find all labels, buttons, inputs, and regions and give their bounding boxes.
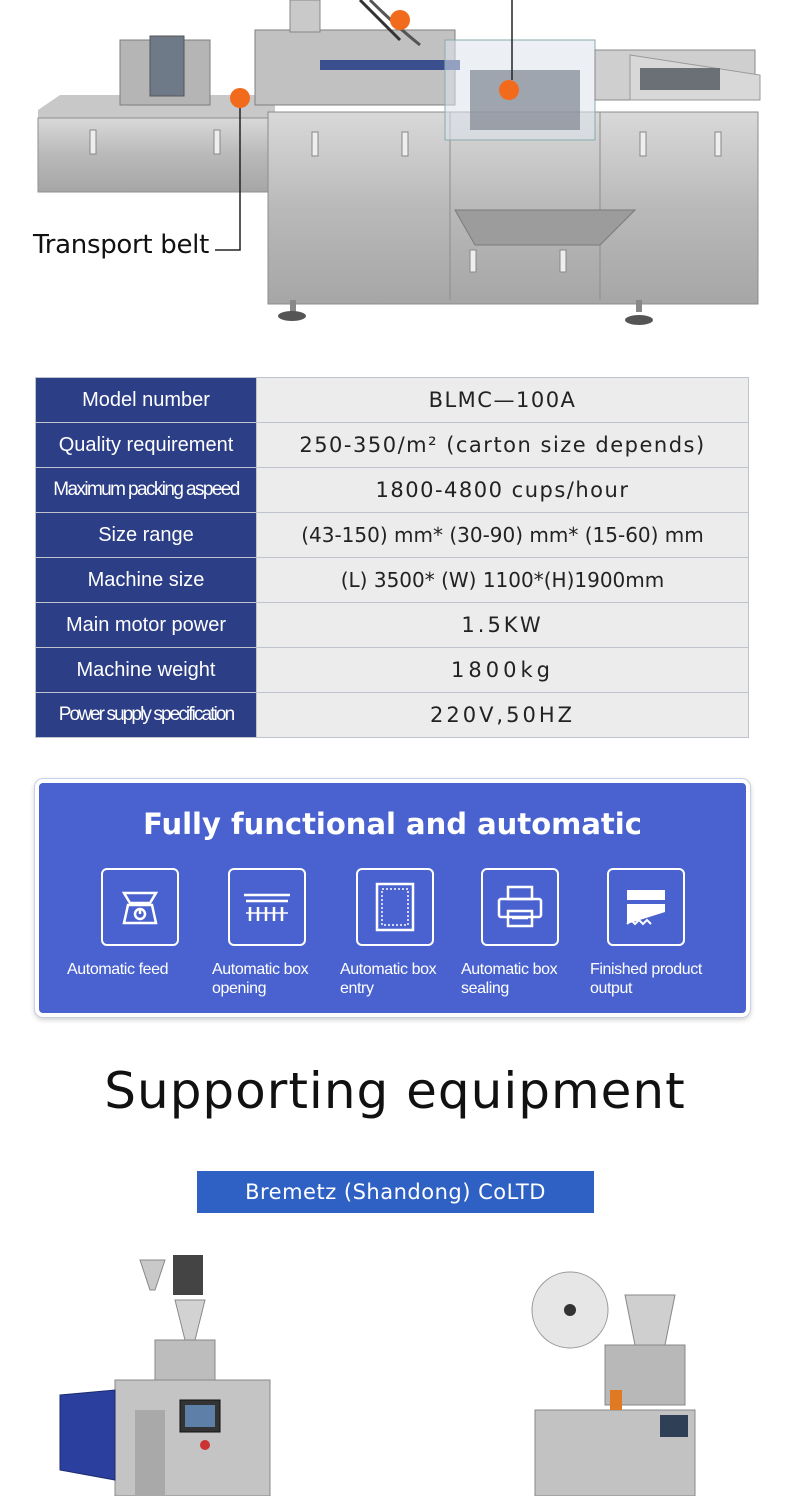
table-row <box>36 693 749 738</box>
spec-value: 1800-4800 cups/hour <box>257 468 749 513</box>
spec-label: Machine weight <box>36 648 257 693</box>
comb-icon <box>228 868 306 946</box>
scale-icon <box>101 868 179 946</box>
table-row <box>36 558 749 603</box>
spec-value: BLMC—100A <box>257 378 749 423</box>
feature-label: Automatic box opening <box>212 961 309 997</box>
table-row <box>36 603 749 648</box>
spec-label: Size range <box>36 513 257 558</box>
spec-label: Machine size <box>36 558 257 603</box>
feature-item <box>67 868 187 979</box>
supporting-equipment-title: Supporting equipment <box>104 1062 686 1120</box>
feature-label: Automatic feed <box>67 961 169 978</box>
cartoning-machine-image <box>0 0 790 340</box>
table-row <box>36 423 749 468</box>
table-row <box>36 513 749 558</box>
spec-label: Power supply specification <box>36 693 257 738</box>
spec-value: (L) 3500* (W) 1100*(H)1900mm <box>257 558 749 603</box>
feature-item <box>461 868 581 998</box>
spec-label: Maximum packing aspeed <box>36 468 257 513</box>
spec-value: 1.5KW <box>257 603 749 648</box>
spec-value: 1800kg <box>257 648 749 693</box>
printer-icon <box>481 868 559 946</box>
spec-label: Main motor power <box>36 603 257 648</box>
spec-label: Quality requirement <box>36 423 257 468</box>
feature-label: Automatic box sealing <box>461 961 558 997</box>
transport-belt-label: Transport belt <box>33 230 209 260</box>
feature-item <box>590 868 710 998</box>
feature-label: Finished product output <box>590 961 702 997</box>
powder-packing-machine-image <box>55 1240 285 1496</box>
spec-label: Model number <box>36 378 257 423</box>
spec-value: 220V,50HZ <box>257 693 749 738</box>
table-row <box>36 468 749 513</box>
ticket-icon <box>607 868 685 946</box>
spec-value: 250-350/m² (carton size depends) <box>257 423 749 468</box>
features-title: Fully functional and automatic <box>143 807 642 841</box>
feature-item <box>212 868 332 998</box>
spec-table <box>35 377 749 738</box>
feature-label: Automatic box entry <box>340 961 437 997</box>
company-badge: Bremetz (Shandong) CoLTD <box>197 1171 594 1213</box>
feature-item <box>340 868 460 998</box>
features-panel <box>35 779 750 1017</box>
spec-value: (43-150) mm* (30-90) mm* (15-60) mm <box>257 513 749 558</box>
table-row <box>36 378 749 423</box>
table-row <box>36 648 749 693</box>
box-frame-icon <box>356 868 434 946</box>
sachet-packing-machine-image <box>525 1265 715 1496</box>
